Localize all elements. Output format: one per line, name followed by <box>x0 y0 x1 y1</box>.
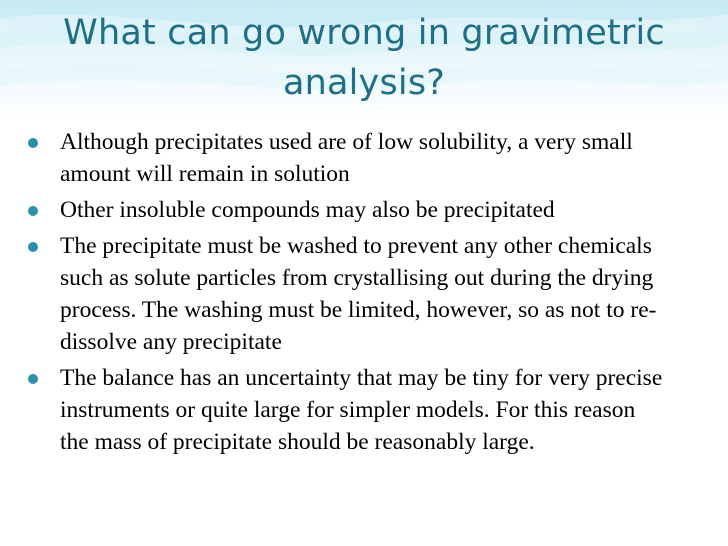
list-item <box>18 126 668 190</box>
bullet-dot-icon <box>28 138 38 148</box>
slide-title: What can go wrong in gravimetric analysis? <box>63 13 665 103</box>
list-item <box>18 362 668 458</box>
bullet-dot-icon <box>28 374 38 384</box>
bullet-dot-icon <box>28 242 38 252</box>
bullet-text: The balance has an uncertainty that may be tiny for very precise instruments or quite large for simpler models. For this reason the mass of precipitate should be reasonably large. <box>60 365 663 455</box>
list-item <box>18 194 668 226</box>
list-item <box>18 230 668 358</box>
bullet-text: The precipitate must be washed to prevent any other chemicals such as solute particles from crystallising out during the drying process. The washing must be limited, however, so as not to re-dissolve any precipitate <box>60 233 657 355</box>
bullet-dot-icon <box>28 206 38 216</box>
bullet-text: Although precipitates used are of low solubility, a very small amount will remain in solution <box>60 129 633 187</box>
bullet-list <box>18 126 668 462</box>
bullet-text: Other insoluble compounds may also be precipitated <box>60 197 555 223</box>
